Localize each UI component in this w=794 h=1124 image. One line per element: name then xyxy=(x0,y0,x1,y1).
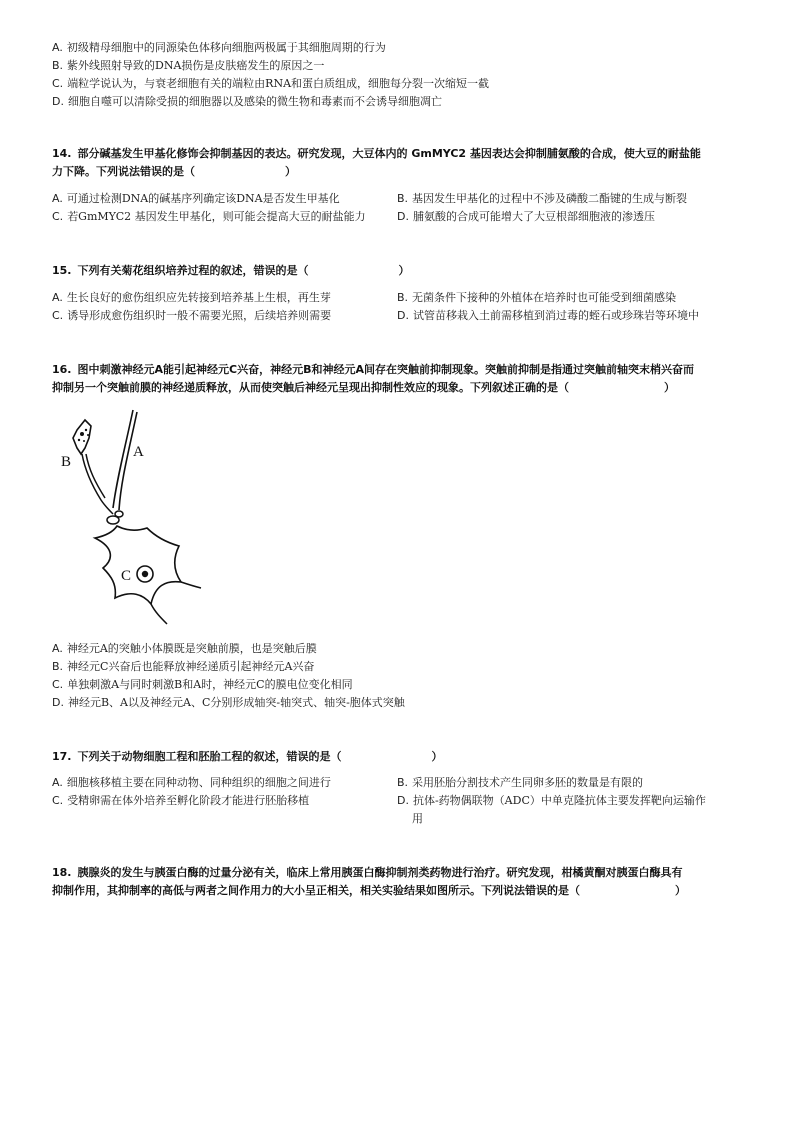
label-c: C xyxy=(121,568,132,584)
q13-option-d: D. 细胞自噬可以清除受损的细胞器以及感染的微生物和毒素而不会诱导细胞凋亡 xyxy=(52,95,442,108)
q17-option-b: B. 采用胚胎分割技术产生同卵多胚的数量是有限的 xyxy=(397,776,644,789)
neuron-b-soma xyxy=(73,420,91,454)
q17-option-d: D. 抗体-药物偶联物（ADC）中单克隆抗体主要发挥靶向运输作 xyxy=(397,794,706,807)
label-b: B xyxy=(61,454,72,470)
q14-option-a: A. 可通过检测DNA的碱基序列确定该DNA是否发生甲基化 xyxy=(52,192,340,205)
q14-option-b: B. 基因发生甲基化的过程中不涉及磷酸二酯键的生成与断裂 xyxy=(397,192,688,205)
q17-option-d-continued: 用 xyxy=(412,812,423,825)
q13-option-a: A. 初级精母细胞中的同源染色体移向细胞两极属于其细胞周期的行为 xyxy=(52,41,386,54)
q15-option-d: D. 试管苗移栽入土前需移植到消过毒的蛭石或珍珠岩等环境中 xyxy=(397,309,699,322)
neuron-c-soma xyxy=(95,526,181,604)
q14-stem-line2: 力下降。下列说法错误的是（ ） xyxy=(52,165,296,178)
q17-stem: 17. 下列关于动物细胞工程和胚胎工程的叙述，错误的是（ ） xyxy=(52,750,443,763)
q16-stem-line1: 16. 图中刺激神经元A能引起神经元C兴奋，神经元B和神经元A间存在突触前抑制现象。突触前抑制是指通过突触前轴突末梢兴奋而 xyxy=(52,363,694,376)
neuron-diagram xyxy=(55,408,215,628)
q16-option-d: D. 神经元B、A以及神经元A、C分别形成轴突-轴突式、轴突-胞体式突触 xyxy=(52,696,405,709)
q17-option-c: C. 受精卵需在体外培养至孵化阶段才能进行胚胎移植 xyxy=(52,794,310,807)
q15-option-b: B. 无菌条件下接种的外植体在培养时也可能受到细菌感染 xyxy=(397,291,677,304)
q16-option-a: A. 神经元A的突触小体膜既是突触前膜，也是突触后膜 xyxy=(52,642,317,655)
q15-option-c: C. 诱导形成愈伤组织时一般不需要光照，后续培养则需要 xyxy=(52,309,332,322)
label-a: A xyxy=(133,444,144,460)
q17-option-a: A. 细胞核移植主要在同种动物、同种组织的细胞之间进行 xyxy=(52,776,331,789)
q14-stem-line1: 14. 部分碱基发生甲基化修饰会抑制基因的表达。研究发现，大豆体内的 GmMYC2 基因表达会抑制脯氨酸的合成，使大豆的耐盐能 xyxy=(52,147,701,160)
q13-option-b: B. 紫外线照射导致的DNA损伤是皮肤癌发生的原因之一 xyxy=(52,59,325,72)
q15-option-a: A. 生长良好的愈伤组织应先转接到培养基上生根，再生芽 xyxy=(52,291,331,304)
neuron-a-axon xyxy=(113,410,133,508)
q16-option-c: C. 单独刺激A与同时刺激B和A时，神经元C的膜电位变化相同 xyxy=(52,678,353,691)
q18-stem-line2: 抑制作用，其抑制率的高低与两者之间作用力的大小呈正相关，相关实验结果如图所示。下列说法错误的是（ ） xyxy=(52,884,686,897)
q16-option-b: B. 神经元C兴奋后也能释放神经递质引起神经元A兴奋 xyxy=(52,660,315,673)
q14-option-d: D. 脯氨酸的合成可能增大了大豆根部细胞液的渗透压 xyxy=(397,210,655,223)
q14-option-c: C. 若GmMYC2 基因发生甲基化，则可能会提高大豆的耐盐能力 xyxy=(52,210,366,223)
q18-stem-line1: 18. 胰腺炎的发生与胰蛋白酶的过量分泌有关，临床上常用胰蛋白酶抑制剂类药物进行治疗。研究发现，柑橘黄酮对胰蛋白酶具有 xyxy=(52,866,683,879)
q15-stem: 15. 下列有关菊花组织培养过程的叙述，错误的是（ ） xyxy=(52,264,410,277)
q16-stem-line2: 抑制另一个突触前膜的神经递质释放，从而使突触后神经元呈现出抑制性效应的现象。下列叙述正确的是（ ） xyxy=(52,381,675,394)
q13-option-c: C. 端粒学说认为，与衰老细胞有关的端粒由RNA和蛋白质组成，细胞每分裂一次缩短一截 xyxy=(52,77,490,90)
